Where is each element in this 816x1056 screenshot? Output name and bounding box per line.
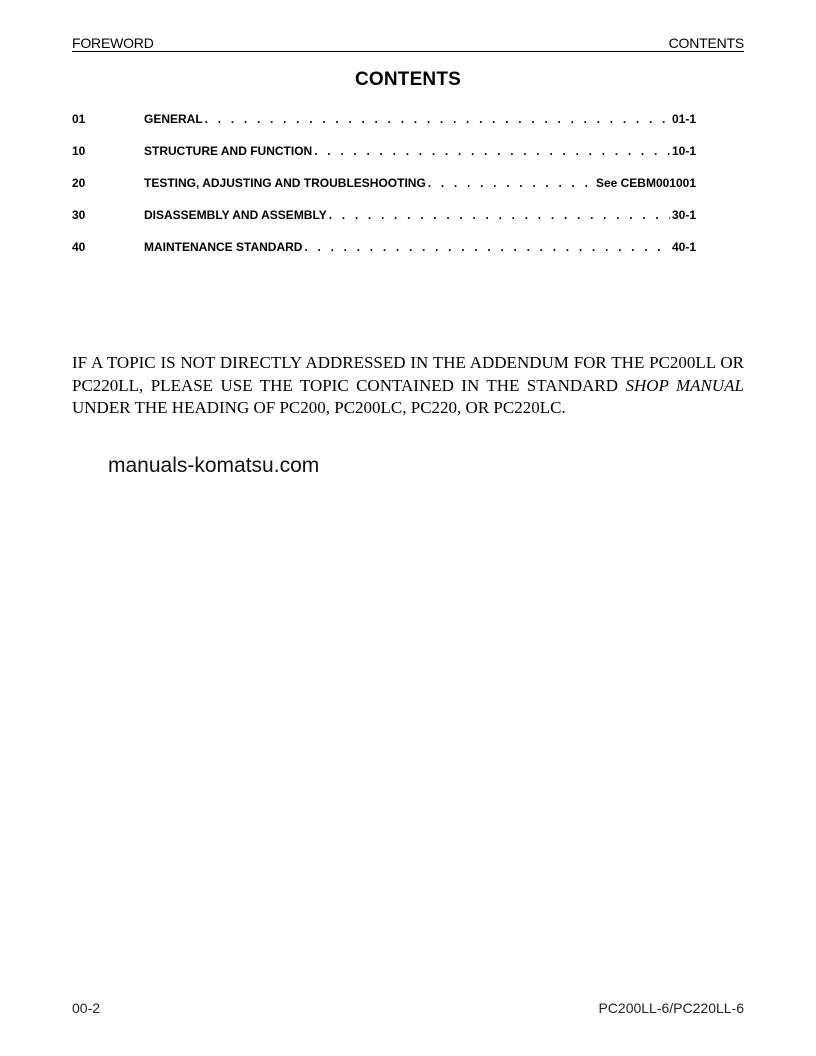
notice-text-start: IF A TOPIC IS NOT DIRECTLY ADDRESSED IN THE ADDENDUM FOR THE PC200LL OR PC220LL, PLEASE USE THE TOPIC CONTAINED IN THE STANDARD [72, 353, 744, 395]
toc-entry-structure-and-function[interactable] [72, 143, 696, 175]
toc-entry-testing-adjusting[interactable] [72, 175, 696, 207]
toc-label: GENERAL [144, 112, 203, 126]
toc-leader-dots [304, 239, 670, 255]
toc-label: MAINTENANCE STANDARD [144, 240, 303, 254]
notice-emphasis: SHOP MANUAL [625, 375, 744, 395]
page-title: CONTENTS [354, 69, 462, 90]
toc-leader-dots [205, 111, 670, 127]
toc-page-ref: See CEBM001001 [595, 176, 696, 190]
toc-entry-maintenance-standard[interactable] [72, 239, 696, 271]
toc-page-ref: 40-1 [671, 240, 696, 254]
toc-number: 40 [72, 240, 86, 254]
footer-page-number: 00-2 [72, 1000, 101, 1016]
toc-page-ref: 01-1 [671, 112, 696, 126]
footer-model: PC200LL-6/PC220LL-6 [598, 1000, 744, 1016]
toc-label: DISASSEMBLY AND ASSEMBLY [144, 208, 327, 222]
toc-leader-dots [314, 143, 670, 159]
watermark-url: manuals-komatsu.com [108, 454, 320, 477]
toc-leader-dots [329, 207, 670, 223]
toc-entry-disassembly-and-assembly[interactable] [72, 207, 696, 239]
addendum-notice [72, 352, 744, 420]
toc-number: 10 [72, 144, 86, 158]
notice-text-end: UNDER THE HEADING OF PC200, PC200LC, PC220, OR PC220LC. [72, 398, 566, 417]
toc-leader-dots [428, 175, 594, 191]
toc-page-ref: 30-1 [671, 208, 696, 222]
table-of-contents [72, 111, 696, 271]
toc-number: 30 [72, 208, 86, 222]
toc-label: STRUCTURE AND FUNCTION [144, 144, 313, 158]
toc-page-ref: 10-1 [671, 144, 696, 158]
toc-label: TESTING, ADJUSTING AND TROUBLESHOOTING [144, 176, 426, 190]
header-section-title: FOREWORD [72, 35, 154, 51]
page-header [72, 34, 744, 52]
header-page-title: CONTENTS [668, 35, 744, 51]
toc-entry-general[interactable] [72, 111, 696, 143]
toc-number: 01 [72, 112, 86, 126]
toc-number: 20 [72, 176, 86, 190]
